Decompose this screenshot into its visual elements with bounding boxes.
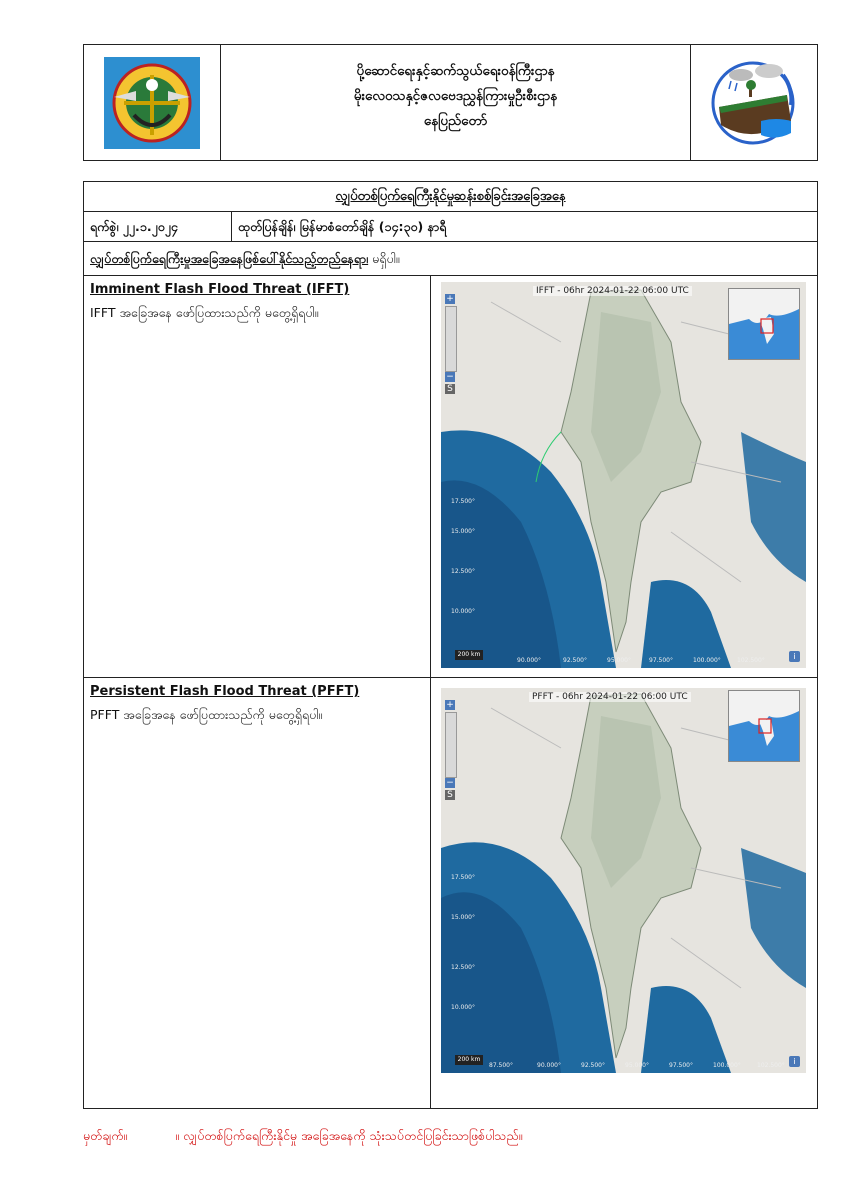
zoom-out-button[interactable]: − — [446, 372, 454, 382]
lat-label: 15.000° — [451, 914, 475, 921]
department-name: မိုးလေဝသနှင့်ဇလဗေဒညွှန်ကြားမှုဦးစီးဌာန — [353, 88, 558, 104]
city-name: နေပြည်တော် — [423, 113, 488, 129]
report-heading-row — [84, 182, 817, 212]
pfft-text: PFFT အခြေအနေ ဖော်ပြထားသည်ကို မတွေ့ရှိရပါ။ — [90, 707, 323, 722]
map-scale-bar: 200 km — [455, 1055, 483, 1065]
lon-label: 90.000° — [517, 657, 541, 664]
lon-label: 90.000° — [537, 1062, 561, 1069]
lon-label: 97.500° — [669, 1062, 693, 1069]
affected-area-value: မရှိပါ။ — [372, 251, 400, 266]
ifft-text: IFFT အခြေအနေ ဖော်ပြထားသည်ကို မတွေ့ရှိရပါ။ — [90, 305, 319, 320]
ifft-description — [84, 276, 431, 677]
ifft-map-title: IFFT - 06hr 2024-01-22 06:00 UTC — [533, 286, 692, 296]
lat-label: 10.000° — [451, 1004, 475, 1011]
locator-map-icon — [729, 691, 799, 761]
lat-label: 17.500° — [451, 874, 475, 881]
lon-label: 100.000° — [713, 1062, 741, 1069]
lat-label: 12.500° — [451, 568, 475, 575]
lon-label: 87.500° — [489, 1062, 513, 1069]
pfft-map[interactable] — [441, 688, 806, 1073]
lon-label: 92.500° — [581, 1062, 605, 1069]
locator-map-icon — [729, 289, 799, 359]
affected-area-row — [84, 242, 817, 276]
lat-label: 12.500° — [451, 964, 475, 971]
letterhead — [83, 44, 818, 161]
issue-time: ထုတ်ပြန်ချိန်၊ မြန်မာစံတော်ချိန် (၁၄:၃၀) နာရီ — [238, 219, 447, 234]
lon-label: 100.000° — [693, 657, 721, 664]
map-scale-bar: 200 km — [455, 650, 483, 660]
footer-note — [83, 1128, 522, 1147]
date-time-row — [84, 212, 817, 242]
lat-label: 10.000° — [451, 608, 475, 615]
lon-label: 97.500° — [649, 657, 673, 664]
flash-flood-report-table — [83, 181, 818, 1109]
ministry-logo-icon — [84, 45, 221, 160]
zoom-slider[interactable] — [445, 306, 457, 372]
report-date: ရက်စွဲ၊ ၂၂.၁.၂၀၂၄ — [84, 212, 232, 241]
water-cycle-logo-icon — [691, 45, 818, 160]
lon-label: 95.000° — [625, 1062, 649, 1069]
ifft-map[interactable] — [441, 282, 806, 668]
scale-toggle-button[interactable]: S — [445, 384, 455, 394]
info-button[interactable]: i — [789, 1056, 800, 1067]
hydrology-logo-cell — [690, 45, 817, 160]
info-button[interactable]: i — [789, 651, 800, 662]
ministry-name: ပို့ဆောင်ရေးနှင့်ဆက်သွယ်ရေးဝန်ကြီးဌာန — [356, 63, 555, 79]
lon-label: 92.500° — [563, 657, 587, 664]
ministry-logo-cell — [84, 45, 221, 160]
affected-area-label: လျှပ်တစ်ပြက်ရေကြီးမှုအခြေအနေဖြစ်ပေါ်နိုင်သည့်တည်နေရာ၊ — [90, 251, 369, 266]
ifft-heading: Imminent Flash Flood Threat (IFFT) — [90, 282, 350, 297]
lat-label: 17.500° — [451, 498, 475, 505]
pfft-heading: Persistent Flash Flood Threat (PFFT) — [90, 684, 360, 699]
lon-label: 102.500° — [737, 657, 765, 664]
lon-label: 95.000° — [607, 657, 631, 664]
letterhead-title — [221, 59, 690, 134]
lat-label: 15.000° — [451, 528, 475, 535]
ifft-locator-inset[interactable] — [728, 288, 800, 360]
pfft-description — [84, 678, 431, 1108]
zoom-out-button[interactable]: − — [446, 778, 454, 788]
footer-text: ။ လျှပ်တစ်ပြက်ရေကြီးနိုင်မှု အခြေအနေကို သုံးသပ်တင်ပြခြင်းသာဖြစ်ပါသည်။ — [175, 1128, 523, 1143]
footer-label: မှတ်ချက်။ — [83, 1128, 128, 1143]
ifft-section — [84, 276, 817, 678]
zoom-slider[interactable] — [445, 712, 457, 778]
pfft-section — [84, 678, 817, 1108]
pfft-locator-inset[interactable] — [728, 690, 800, 762]
zoom-in-button[interactable]: + — [446, 700, 454, 710]
zoom-in-button[interactable]: + — [446, 294, 454, 304]
lon-label: 102.500° — [757, 1062, 785, 1069]
scale-toggle-button[interactable]: S — [445, 790, 455, 800]
report-heading: လျှပ်တစ်ပြက်ရေကြီးနိုင်မှုဆန်းစစ်ခြင်းအခြေအနေ — [335, 189, 566, 204]
pfft-map-title: PFFT - 06hr 2024-01-22 06:00 UTC — [529, 692, 691, 702]
